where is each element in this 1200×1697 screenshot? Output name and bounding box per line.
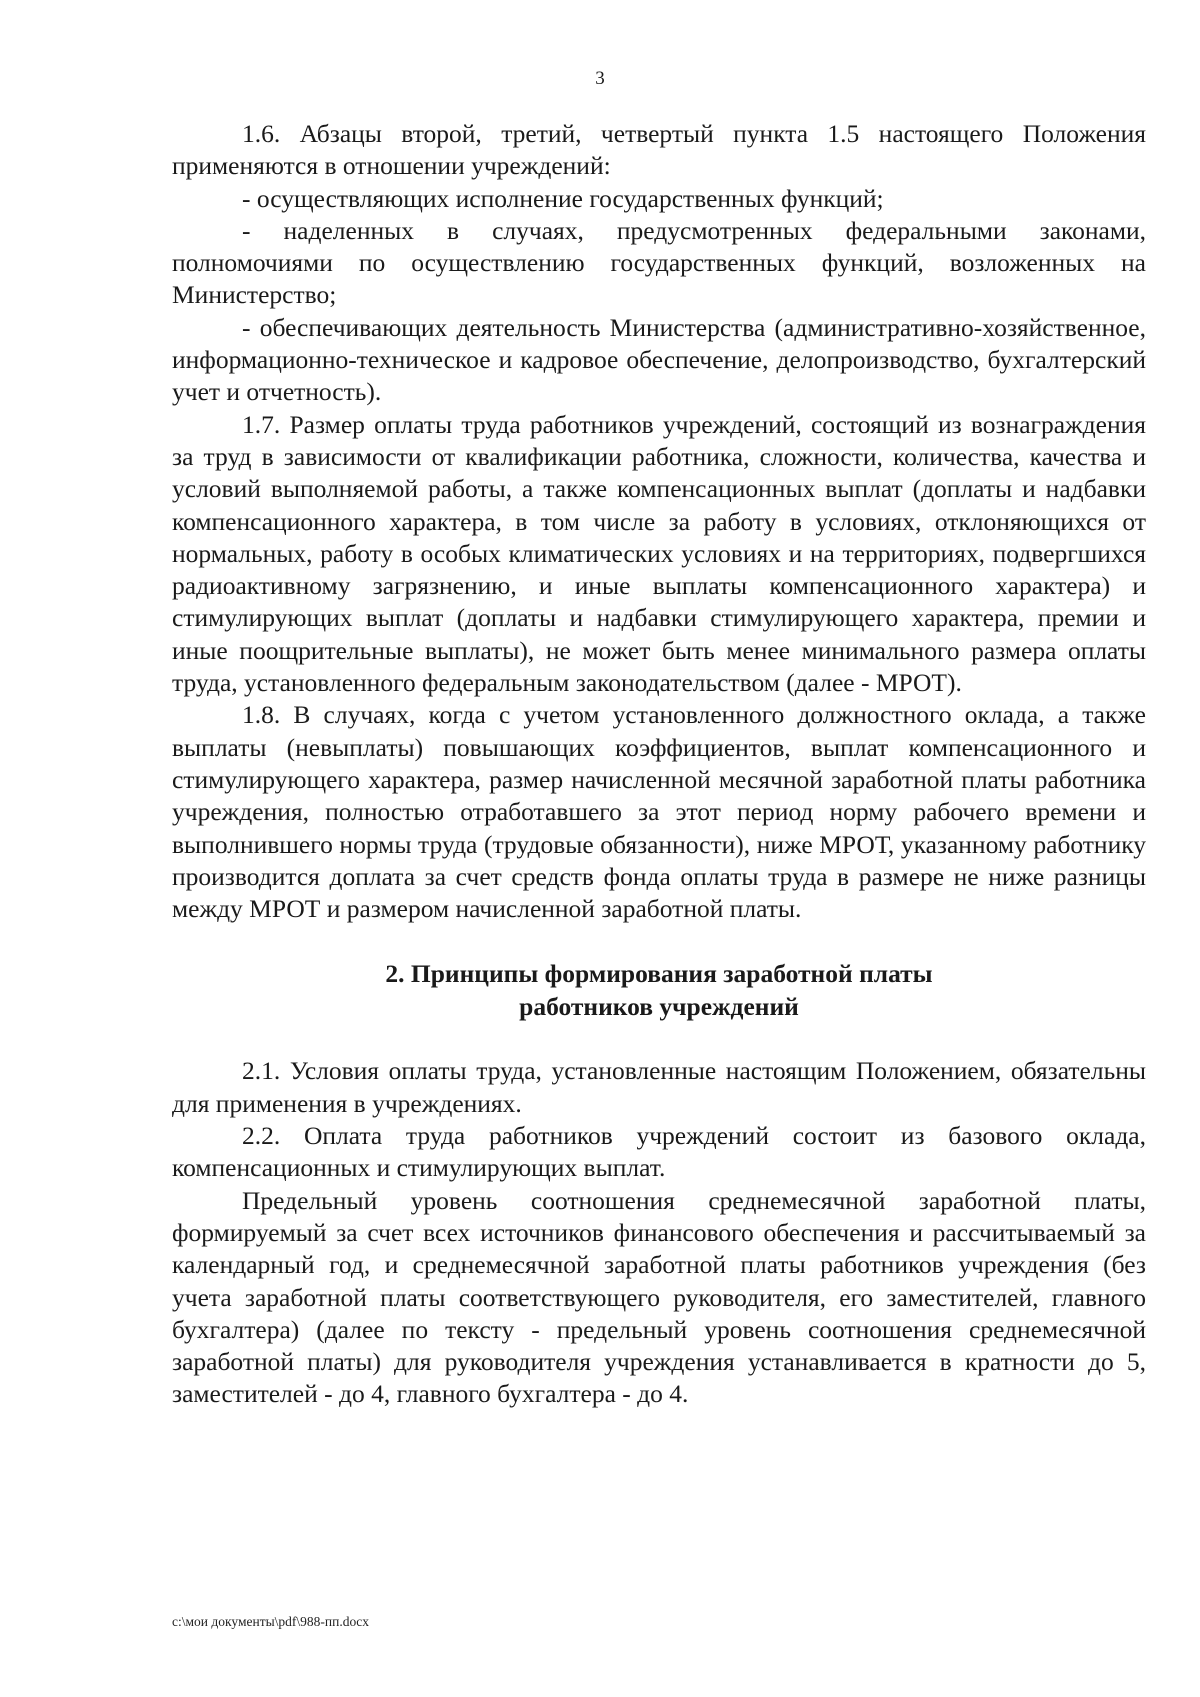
list-item-ministry-support: - обеспечивающих деятельность Министерства (административно-хозяйственное, информационно-техническое и кадровое обеспечение, делопроизводство, бухгалтерский учет и отчетность). (172, 312, 1146, 407)
paragraph-2-2: 2.2. Оплата труда работников учреждений состоит из базового оклада, компенсационных и стимулирующих выплат. (172, 1121, 1146, 1183)
paragraph-1-8: 1.8. В случаях, когда с учетом установленного должностного оклада, а также выплаты (невыплаты) повышающих коэффициентов, выплат компенсационного и стимулирующего характера, размер начисленной месячной заработной платы работника учреждения, полностью отработавшего за этот период норму рабочего времени и выполнившего нормы труда (трудовые обязанности), ниже МРОТ, указанному работнику производится доплата за счет средств фонда оплаты труда в размере не ниже разницы между МРОТ и размером начисленной заработной платы. (172, 700, 1146, 924)
paragraph-2-1: 2.1. Условия оплаты труда, установленные настоящим Положением, обязательны для применения в учреждениях. (172, 1056, 1146, 1118)
footer-file-path: c:\мои документы\pdf\988-пп.docx (172, 1614, 369, 1629)
section-heading-line-2: работников учреждений (519, 992, 799, 1022)
list-item-delegated-powers: - наделенных в случаях, предусмотренных федеральными законами, полномочиями по осуществлению государственных функций, возложенных на Министерство; (172, 215, 1146, 310)
paragraph-salary-ratio: Предельный уровень соотношения среднемесячной заработной платы, формируемый за счет всех источников финансового обеспечения и рассчитываемый за календарный год, и среднемесячной заработной платы работников учреждения (без учета заработной платы соответствующего руководителя, его заместителей, главного бухгалтера) (далее по тексту - предельный уровень соотношения среднемесячной заработной платы) для руководителя учреждения устанавливается в кратности до 5, заместителей - до 4, главного бухгалтера - до 4. (172, 1185, 1146, 1409)
page-number: 3 (595, 68, 605, 89)
section-heading (172, 957, 1146, 1023)
paragraph-1-7: 1.7. Размер оплаты труда работников учреждений, состоящий из вознаграждения за труд в зависимости от квалификации работника, сложности, количества, качества и условий выполняемой работы, а также компенсационных выплат (доплаты и надбавки компенсационного характера, в том числе за работу в условиях, отклоняющихся от нормальных, работу в особых климатических условиях и на территориях, подвергшихся радиоактивному загрязнению, и иные выплаты компенсационного характера) и стимулирующих выплат (доплаты и надбавки стимулирующего характера, премии и иные поощрительные выплаты), не может быть менее минимального размера оплаты труда, установленного федеральным законодательством (далее - МРОТ). (172, 409, 1146, 698)
section-heading-line-1: 2. Принципы формирования заработной платы (385, 959, 933, 989)
list-item-state-functions: - осуществляющих исполнение государственных функций; (242, 183, 884, 213)
paragraph-1-6: 1.6. Абзацы второй, третий, четвертый пункта 1.5 настоящего Положения применяются в отношении учреждений: (172, 119, 1146, 181)
document-body (172, 118, 1146, 1411)
